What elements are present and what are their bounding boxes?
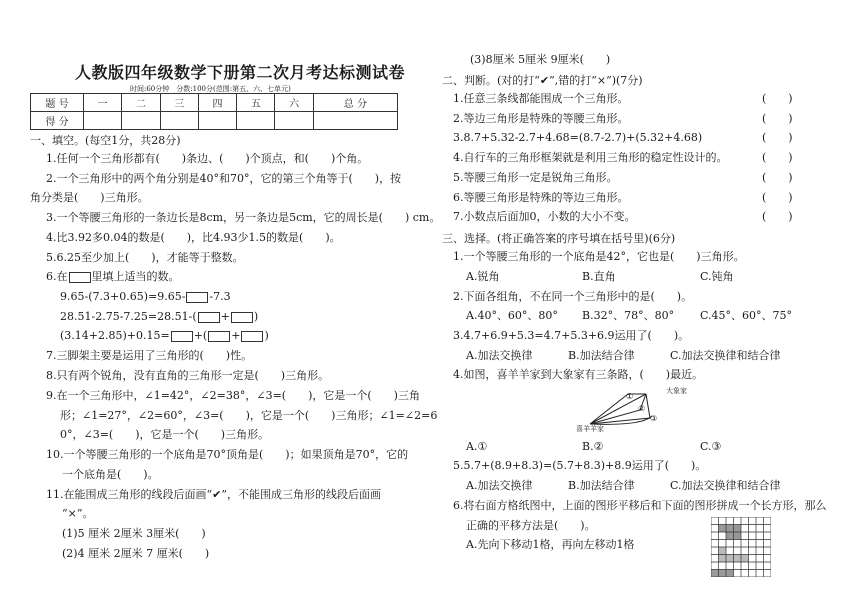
- score-input-cell[interactable]: [122, 112, 160, 130]
- answer-paren[interactable]: ( ): [762, 210, 793, 223]
- choice-option: C.45°、60°、75°: [700, 309, 793, 322]
- answer-paren[interactable]: ( ): [762, 171, 793, 184]
- expr-text: 9.65-(7.3+0.65)=9.65-: [60, 290, 186, 303]
- grid-figure-svg: [711, 517, 771, 577]
- question-line: 7.三脚架主要是运用了三角形的( )性。: [46, 349, 253, 362]
- score-cell: 六: [275, 94, 313, 112]
- section-2-title: 二、判断。(对的打“✔”,错的打“×”)(7分): [442, 74, 643, 87]
- question-line: 一个底角是( )。: [62, 468, 159, 481]
- expr-text: +: [220, 310, 230, 323]
- choice-question: 4.如图，喜羊羊家到大象家有三条路，( )最近。: [453, 368, 704, 381]
- exam-meta: 时间:60分钟 分数:100分(范围:第五、六、七单元): [130, 85, 291, 93]
- choice-question: 正确的平移方法是( )。: [466, 519, 596, 532]
- question-line: [60, 310, 258, 324]
- answer-paren[interactable]: ( ): [762, 112, 793, 125]
- answer-box[interactable]: [186, 292, 208, 303]
- question-line: 11.在能围成三角形的线段后面画“✔”，不能围成三角形的线段后面画: [46, 488, 381, 501]
- route-1-label: ①: [626, 392, 634, 401]
- score-input-cell[interactable]: [275, 112, 313, 130]
- choice-question: 3.4.7+6.9+5.3=4.7+5.3+6.9运用了( )。: [453, 329, 690, 342]
- score-table: [30, 93, 398, 130]
- q6-prefix: 6.在: [46, 270, 68, 283]
- score-input-cell[interactable]: [198, 112, 236, 130]
- choice-question: 1.一个等腰三角形的一个底角是42°，它也是( )三角形。: [453, 250, 745, 263]
- expr-text: +(: [193, 329, 208, 342]
- choice-option: A.40°、60°、80°: [466, 309, 558, 322]
- sheep-home-label: 喜羊羊家: [576, 425, 604, 433]
- choice-option: B.32°、78°、80°: [582, 309, 675, 322]
- choice-question: 5.5.7+(8.9+8.3)=(5.7+8.3)+8.9运用了( )。: [453, 459, 707, 472]
- question-line: 角分类是( )三角形。: [30, 191, 149, 204]
- judge-item: 4.自行车的三角形框架就是利用三角形的稳定性设计的。: [453, 151, 728, 164]
- score-cell: 一: [84, 94, 122, 112]
- score-input-cell[interactable]: [237, 112, 275, 130]
- question-line: (1)5 厘米 2厘米 3厘米( ): [62, 527, 206, 540]
- route-2-label: ②: [638, 404, 646, 413]
- answer-paren[interactable]: ( ): [762, 131, 793, 144]
- answer-paren[interactable]: ( ): [762, 191, 793, 204]
- question-line: 10.一个等腰三角形的一个底角是70°顶角是( )；如果顶角是70°，它的: [46, 448, 409, 461]
- path-diagram: [576, 380, 700, 435]
- answer-paren[interactable]: ( ): [762, 151, 793, 164]
- score-table-score-row: [31, 112, 398, 130]
- score-input-cell[interactable]: [160, 112, 198, 130]
- judge-item: 7.小数点后面加0，小数的大小不变。: [453, 210, 636, 223]
- answer-box[interactable]: [171, 331, 193, 342]
- question-line: [60, 290, 231, 304]
- answer-paren[interactable]: ( ): [762, 92, 793, 105]
- grid-figure: [711, 517, 771, 577]
- answer-box[interactable]: [208, 331, 230, 342]
- score-cell: 三: [160, 94, 198, 112]
- answer-box[interactable]: [231, 312, 253, 323]
- route-3-label: ③: [650, 414, 658, 423]
- question-line: 9.在一个三角形中，∠1=42°，∠2=38°，∠3=( )，它是一个( )三角: [46, 389, 420, 402]
- answer-box: [69, 272, 91, 283]
- score-cell: 题 号: [31, 94, 84, 112]
- score-cell: 二: [122, 94, 160, 112]
- question-line: (2)4 厘米 2厘米 7 厘米( ): [62, 547, 210, 560]
- expr-text: (3.14+2.85)+0.15=: [60, 329, 170, 342]
- question-line: [46, 270, 180, 284]
- judge-item: 1.任意三条线都能围成一个三角形。: [453, 92, 629, 105]
- question-line: 2.一个三角形中的两个角分别是40°和70°，它的第三个角等于( )，按: [46, 172, 402, 185]
- question-line: (3)8厘米 5厘米 9厘米( ): [470, 53, 611, 66]
- answer-box[interactable]: [241, 331, 263, 342]
- choice-option: A.加法交换律: [466, 349, 533, 362]
- score-cell: 五: [237, 94, 275, 112]
- judge-item: 5.等腰三角形一定是锐角三角形。: [453, 171, 618, 184]
- choice-option: B.加法结合律: [568, 479, 635, 492]
- elephant-home-label: 大象家: [666, 387, 687, 395]
- question-line: 8.只有两个锐角，没有直角的三角形一定是( )三角形。: [46, 369, 330, 382]
- choice-option: B.②: [582, 440, 604, 453]
- score-cell: 总 分: [313, 94, 397, 112]
- choice-option: B.直角: [582, 270, 616, 283]
- page-title: 人教版四年级数学下册第二次月考达标测试卷: [75, 63, 406, 82]
- choice-option: C.③: [700, 440, 722, 453]
- choice-option: C.加法交换律和结合律: [670, 349, 781, 362]
- question-line: “×”。: [62, 507, 94, 520]
- choice-question: 6.将右面方格纸图中，上面的图形平移后和下面的图形拼成一个长方形，那么: [453, 499, 827, 512]
- section-1-title: 一、填空。(每空1分，共28分): [30, 134, 181, 147]
- section-3-title: 三、选择。(将正确答案的序号填在括号里)(6分): [442, 232, 676, 245]
- answer-box[interactable]: [198, 312, 220, 323]
- choice-option: C.钝角: [700, 270, 734, 283]
- choice-option: A.先向下移动1格，再向左移动1格: [466, 538, 635, 551]
- score-cell: 得 分: [31, 112, 84, 130]
- choice-option: C.加法交换律和结合律: [670, 479, 781, 492]
- expr-text: +: [231, 329, 241, 342]
- choice-option: B.加法结合律: [568, 349, 635, 362]
- question-line: 3.一个等腰三角形的一条边长是8cm，另一条边是5cm，它的周长是( ) cm。: [46, 211, 441, 224]
- judge-item: 3.8.7+5.32-2.7+4.68=(8.7-2.7)+(5.32+4.68): [453, 131, 703, 144]
- score-input-cell[interactable]: [84, 112, 122, 130]
- expr-text: 28.51-2.75-7.25=28.51-(: [60, 310, 197, 323]
- question-line: 4.比3.92多0.04的数是( )，比4.93少1.5的数是( )。: [46, 231, 341, 244]
- question-line: 1.任何一个三角形都有( )条边、( )个顶点，和( )个角。: [46, 152, 369, 165]
- score-table-header-row: [31, 94, 398, 112]
- score-cell: 四: [198, 94, 236, 112]
- expr-text: ): [253, 310, 259, 323]
- choice-option: A.锐角: [466, 270, 500, 283]
- judge-item: 6.等腰三角形是特殊的等边三角形。: [453, 191, 629, 204]
- choice-option: A.加法交换律: [466, 479, 533, 492]
- question-line: 形；∠1=27°，∠2=60°，∠3=( )，它是一个( )三角形；∠1=∠2=6: [60, 409, 438, 422]
- q6-suffix: 里填上适当的数。: [91, 270, 180, 283]
- expr-text: ): [264, 329, 269, 342]
- question-line: [60, 329, 269, 343]
- score-input-cell[interactable]: [313, 112, 397, 130]
- question-line: 0°，∠3=( )，它是一个( )三角形。: [60, 428, 270, 441]
- choice-option: A.①: [466, 440, 488, 453]
- judge-item: 2.等边三角形是特殊的等腰三角形。: [453, 112, 629, 125]
- question-line: 5.6.25至少加上( )，才能等于整数。: [46, 251, 244, 264]
- choice-question: 2.下面各组角，不在同一个三角形中的是( )。: [453, 290, 693, 303]
- expr-text: -7.3: [209, 290, 231, 303]
